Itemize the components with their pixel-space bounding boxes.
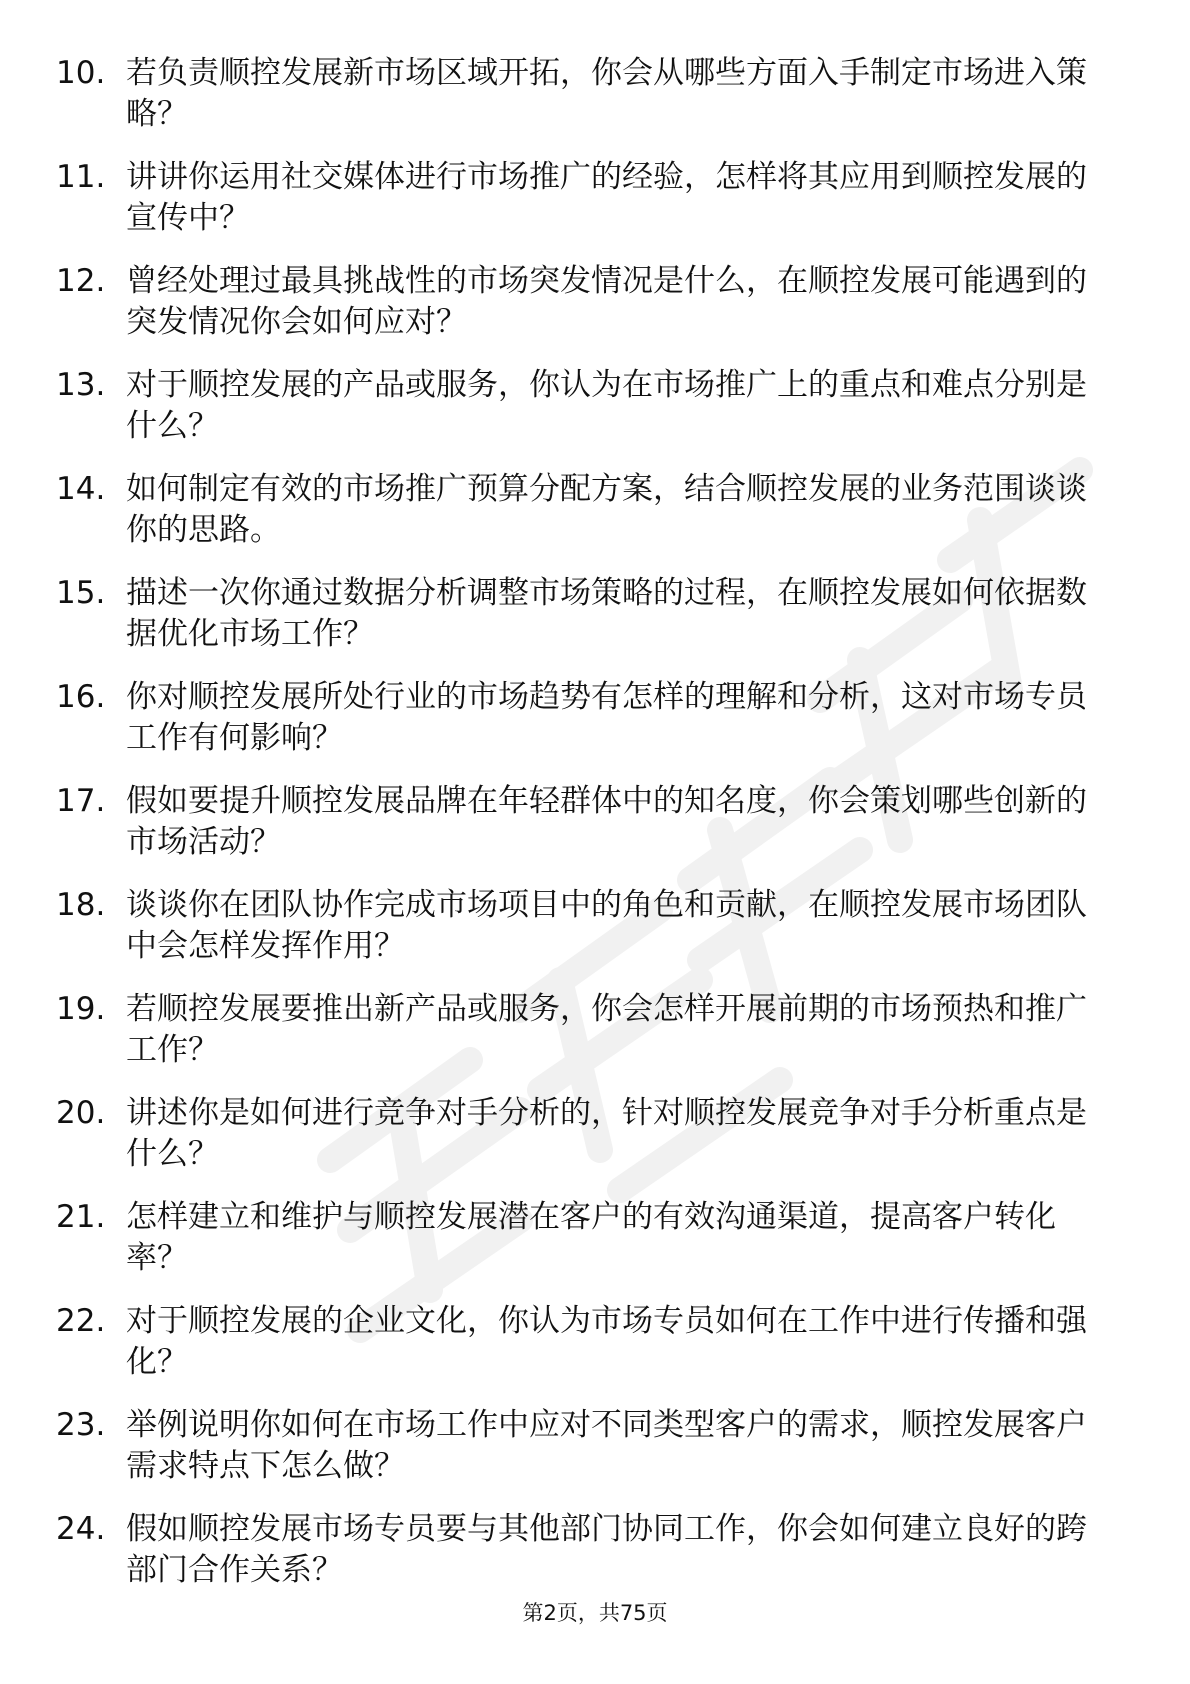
question-item bbox=[0, 1405, 1190, 1509]
question-text: 对于顺控发展的产品或服务，你认为在市场推广上的重点和难点分别是什么？ bbox=[126, 367, 1087, 444]
question-text: 若顺控发展要推出新产品或服务，你会怎样开展前期的市场预热和推广工作？ bbox=[126, 991, 1087, 1068]
question-number: 22. bbox=[56, 1303, 106, 1339]
question-text: 讲讲你运用社交媒体进行市场推广的经验，怎样将其应用到顺控发展的宣传中？ bbox=[126, 159, 1087, 236]
question-number: 17. bbox=[56, 783, 106, 819]
question-text: 对于顺控发展的企业文化，你认为市场专员如何在工作中进行传播和强化？ bbox=[126, 1303, 1087, 1380]
question-item bbox=[0, 1301, 1190, 1405]
question-number: 20. bbox=[56, 1095, 106, 1131]
page-footer: 第2页，共75页 bbox=[522, 1601, 668, 1625]
question-number: 19. bbox=[56, 991, 106, 1027]
question-number: 16. bbox=[56, 679, 106, 715]
question-item bbox=[0, 677, 1190, 781]
question-text: 讲述你是如何进行竞争对手分析的，针对顺控发展竞争对手分析重点是什么？ bbox=[126, 1095, 1087, 1172]
question-item bbox=[0, 1509, 1190, 1613]
question-number: 12. bbox=[56, 263, 106, 299]
question-text: 曾经处理过最具挑战性的市场突发情况是什么，在顺控发展可能遇到的突发情况你会如何应对？ bbox=[126, 263, 1087, 340]
question-item bbox=[0, 573, 1190, 677]
question-number: 21. bbox=[56, 1199, 106, 1235]
question-number: 15. bbox=[56, 575, 106, 611]
question-item bbox=[0, 781, 1190, 885]
question-item bbox=[0, 261, 1190, 365]
question-number: 14. bbox=[56, 471, 106, 507]
question-item bbox=[0, 157, 1190, 261]
question-text: 如何制定有效的市场推广预算分配方案，结合顺控发展的业务范围谈谈你的思路。 bbox=[126, 471, 1087, 548]
question-text: 若负责顺控发展新市场区域开拓，你会从哪些方面入手制定市场进入策略？ bbox=[126, 55, 1087, 132]
question-text: 你对顺控发展所处行业的市场趋势有怎样的理解和分析，这对市场专员工作有何影响？ bbox=[126, 679, 1087, 756]
question-number: 23. bbox=[56, 1407, 106, 1443]
question-item bbox=[0, 365, 1190, 469]
question-text: 怎样建立和维护与顺控发展潜在客户的有效沟通渠道，提高客户转化率？ bbox=[126, 1199, 1056, 1276]
question-list bbox=[0, 53, 1190, 1613]
question-item bbox=[0, 53, 1190, 157]
question-item bbox=[0, 1197, 1190, 1301]
question-text: 举例说明你如何在市场工作中应对不同类型客户的需求，顺控发展客户需求特点下怎么做？ bbox=[126, 1407, 1087, 1484]
question-text: 假如要提升顺控发展品牌在年轻群体中的知名度，你会策划哪些创新的市场活动？ bbox=[126, 783, 1087, 860]
question-item bbox=[0, 469, 1190, 573]
question-text: 谈谈你在团队协作完成市场项目中的角色和贡献，在顺控发展市场团队中会怎样发挥作用？ bbox=[126, 887, 1087, 964]
question-item bbox=[0, 989, 1190, 1093]
question-number: 13. bbox=[56, 367, 106, 403]
question-text: 描述一次你通过数据分析调整市场策略的过程，在顺控发展如何依据数据优化市场工作？ bbox=[126, 575, 1087, 652]
question-text: 假如顺控发展市场专员要与其他部门协同工作，你会如何建立良好的跨部门合作关系？ bbox=[126, 1511, 1087, 1588]
question-number: 18. bbox=[56, 887, 106, 923]
question-item bbox=[0, 1093, 1190, 1197]
question-item bbox=[0, 885, 1190, 989]
question-number: 24. bbox=[56, 1511, 106, 1547]
question-number: 10. bbox=[56, 55, 106, 91]
question-number: 11. bbox=[56, 159, 106, 195]
